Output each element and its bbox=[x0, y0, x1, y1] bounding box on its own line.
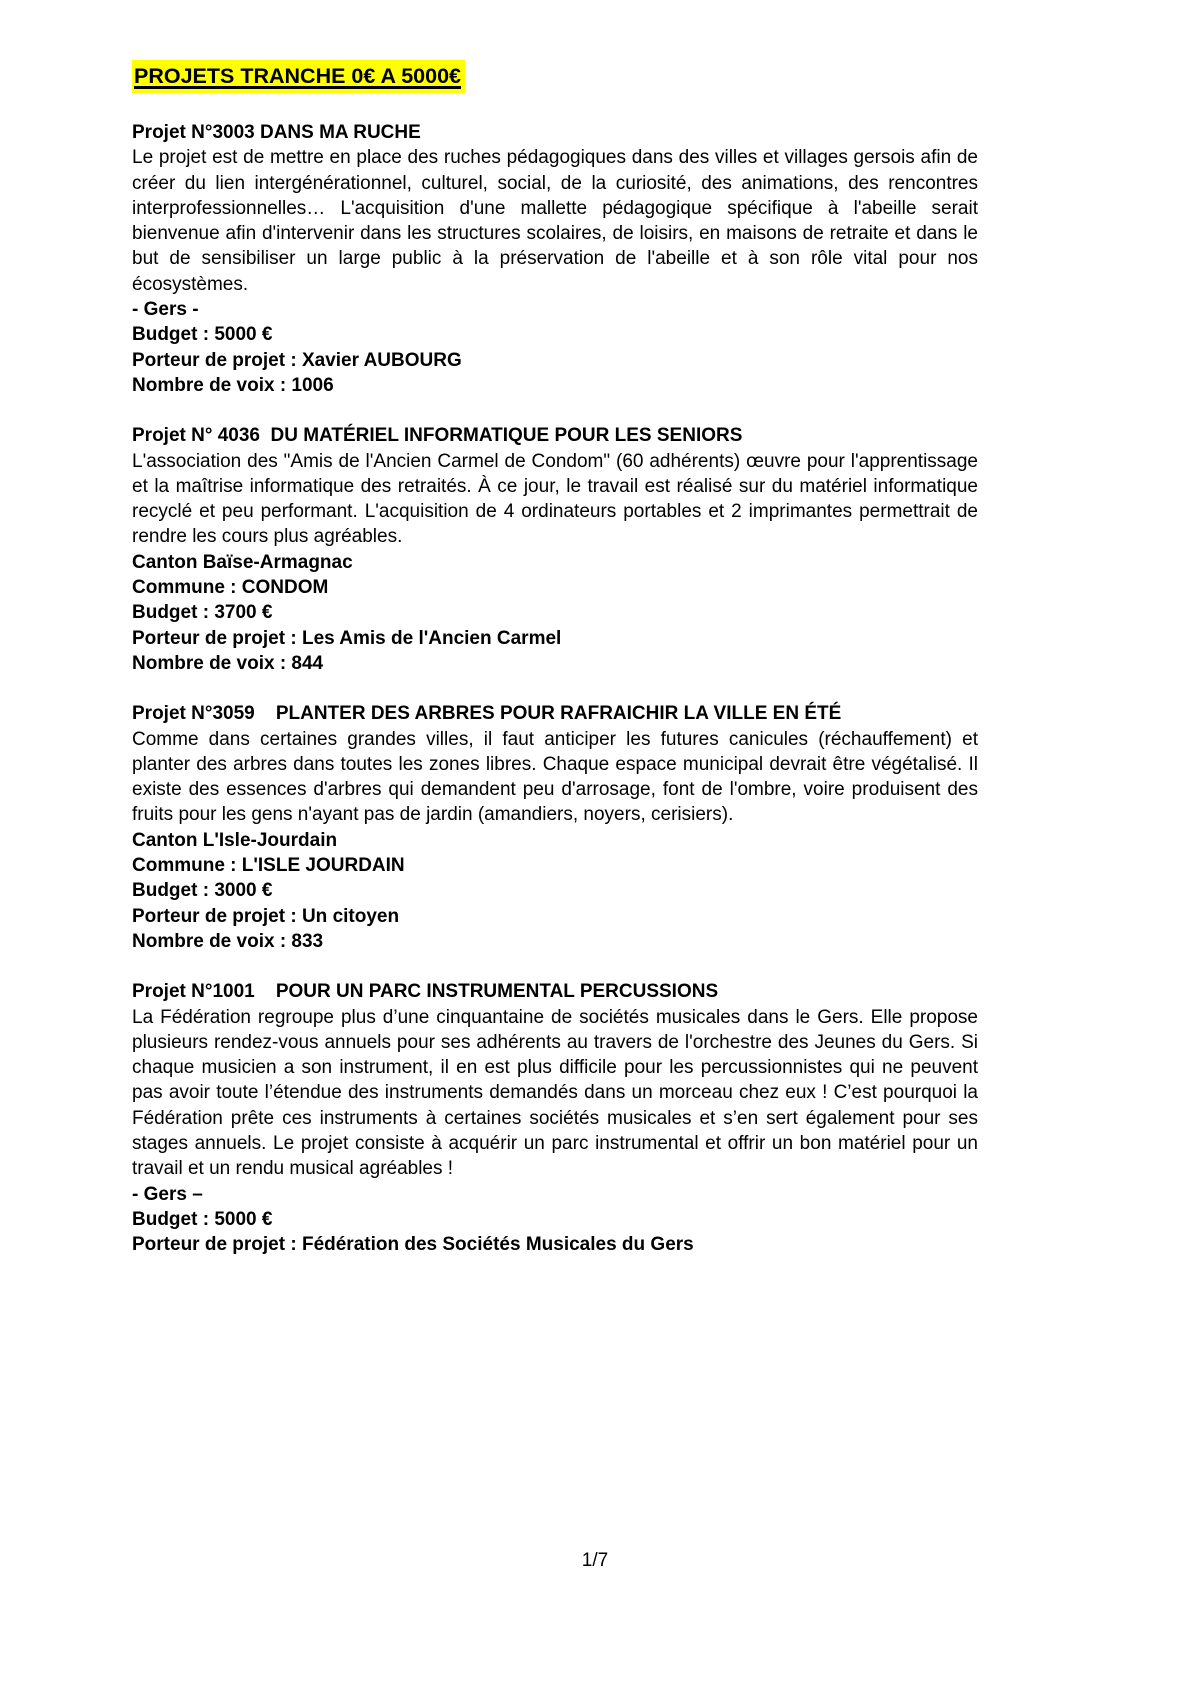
project-description: Le projet est de mettre en place des ruches pédagogiques dans des villes et villages gersois afin de créer du lien intergénérationnel, culturel, social, de la curiosité, des animations, des rencontres interprofessionnelles… L'acquisition d'une mallette pédagogique spécifique à l'abeille serait bienvenue afin d'intervenir dans les structures scolaires, de loisirs, en maisons de retraite et dans le but de sensibiliser un large public à la préservation de l'abeille et à son rôle vital pour nos écosystèmes. bbox=[132, 147, 978, 295]
project-owner: Porteur de projet : Fédération des Sociétés Musicales du Gers bbox=[132, 1234, 694, 1256]
project-commune: Commune : L'ISLE JOURDAIN bbox=[132, 855, 405, 877]
project-section-4036 bbox=[132, 423, 978, 676]
project-territory: - Gers – bbox=[132, 1183, 203, 1205]
project-owner: Porteur de projet : Les Amis de l'Ancien Carmel bbox=[132, 627, 562, 649]
project-budget: Budget : 3000 € bbox=[132, 880, 273, 902]
page-number: 1/7 bbox=[581, 1550, 609, 1571]
project-budget: Budget : 3700 € bbox=[132, 602, 273, 624]
project-description: L'association des "Amis de l'Ancien Carmel de Condom" (60 adhérents) œuvre pour l'apprentissage et la maîtrise informatique des retraités. À ce jour, le travail est réalisé sur du matériel informatique recyclé et peu performant. L'acquisition de 4 ordinateurs portables et 2 imprimantes permettrait de rendre les cours plus agréables. bbox=[132, 450, 978, 548]
project-canton: Canton Baïse-Armagnac bbox=[132, 551, 353, 573]
project-section-3059 bbox=[132, 701, 978, 954]
project-section-1001 bbox=[132, 979, 978, 1257]
project-section-3003 bbox=[132, 120, 978, 398]
project-commune: Commune : CONDOM bbox=[132, 577, 329, 599]
project-description: La Fédération regroupe plus d’une cinquantaine de sociétés musicales dans le Gers. Elle propose plusieurs rendez-vous annuels pour ses adhérents au travers de l'orchestre des Jeunes du Gers. Si chaque musicien a son instrument, il en est plus difficile pour les percussionnistes qui ne peuvent pas avoir toute l’étendue des instruments demandés dans un morceau chez eux ! C’est pourquoi la Fédération prête ces instruments à certaines sociétés musicales et s’en sert également pour ses stages annuels. Le projet consiste à acquérir un parc instrumental et offrir un bon matériel pour un travail et un rendu musical agréables ! bbox=[132, 1006, 978, 1180]
document-title bbox=[132, 60, 978, 93]
document-title-highlight: PROJETS TRANCHE 0€ A 5000€ bbox=[132, 60, 465, 93]
project-description: Comme dans certaines grandes villes, il faut anticiper les futures canicules (réchauffement) et planter des arbres dans toutes les zones libres. Chaque espace municipal devrait être végétalisé. Il existe des essences d'arbres qui demandent peu d'arrosage, font de l'ombre, voire produisent des fruits pour les gens n'ayant pas de jardin (amandiers, noyers, cerisiers). bbox=[132, 728, 978, 826]
project-owner: Porteur de projet : Un citoyen bbox=[132, 905, 400, 927]
project-budget: Budget : 5000 € bbox=[132, 1208, 273, 1230]
document-content bbox=[132, 60, 978, 1257]
project-heading: Projet N°3059 PLANTER DES ARBRES POUR RAFRAICHIR LA VILLE EN ÉTÉ bbox=[132, 703, 842, 725]
project-votes: Nombre de voix : 1006 bbox=[132, 374, 334, 396]
project-heading: Projet N°3003 DANS MA RUCHE bbox=[132, 122, 421, 143]
project-heading: Projet N° 4036 DU MATÉRIEL INFORMATIQUE POUR LES SENIORS bbox=[132, 425, 743, 447]
project-heading: Projet N°1001 POUR UN PARC INSTRUMENTAL PERCUSSIONS bbox=[132, 981, 719, 1003]
project-votes: Nombre de voix : 844 bbox=[132, 652, 324, 674]
project-owner: Porteur de projet : Xavier AUBOURG bbox=[132, 349, 462, 371]
project-votes: Nombre de voix : 833 bbox=[132, 930, 324, 952]
project-territory: - Gers - bbox=[132, 299, 199, 321]
project-canton: Canton L'Isle-Jourdain bbox=[132, 829, 338, 851]
project-budget: Budget : 5000 € bbox=[132, 324, 273, 346]
